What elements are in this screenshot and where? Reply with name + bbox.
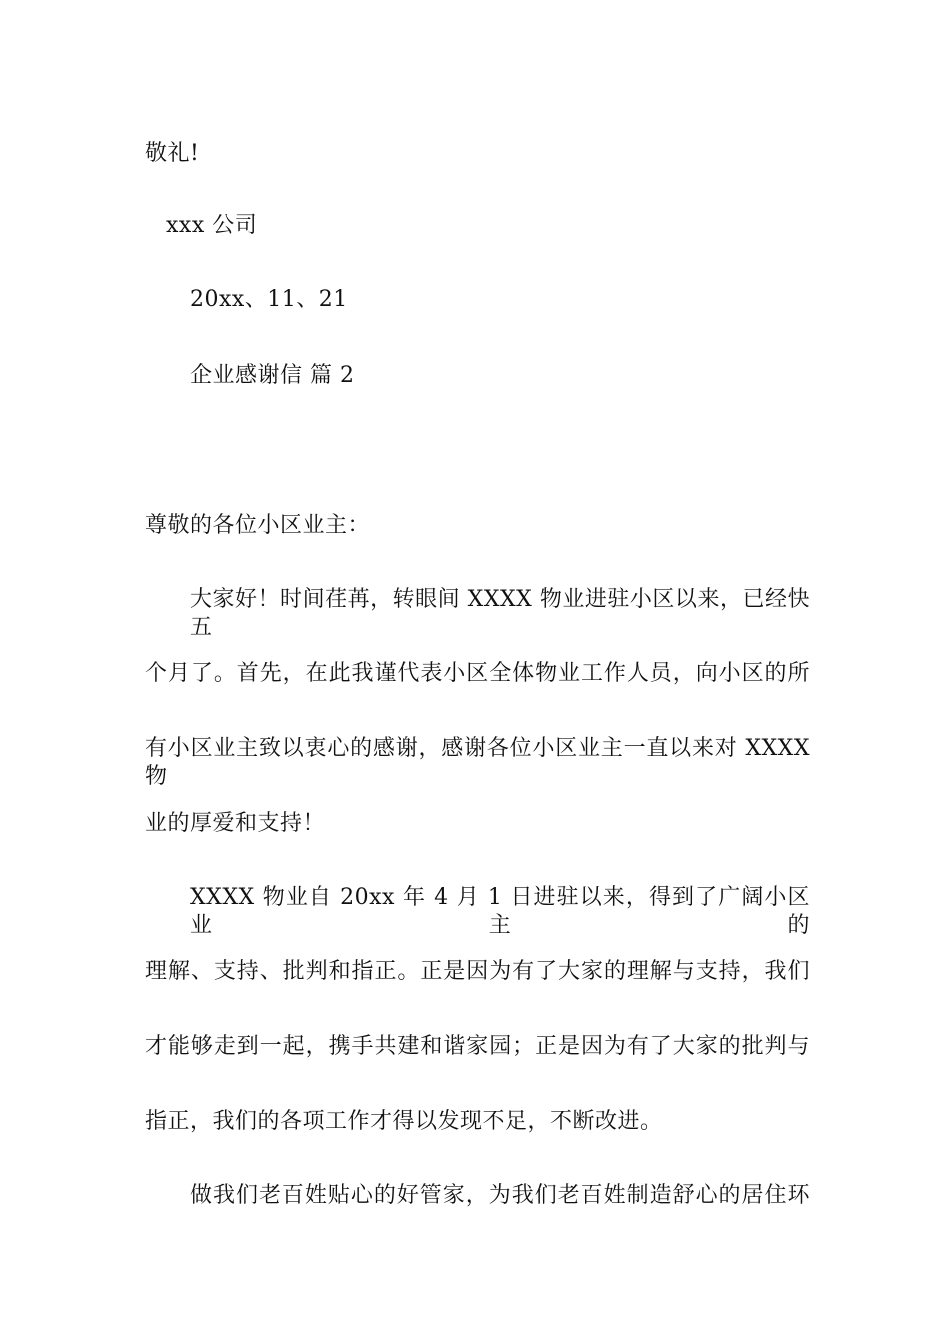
company-signature: xxx 公司: [166, 213, 258, 238]
paragraph2-line: XXXX 物业自 20xx 年 4 月 1 日进驻以来，得到了广阔小区业主的: [190, 885, 810, 938]
paragraph2-line: 才能够走到一起，携手共建和谐家园；正是因为有了大家的批判与: [145, 1034, 810, 1059]
paragraph2-line: 理解、支持、批判和指正。正是因为有了大家的理解与支持，我们: [145, 959, 810, 984]
letter-date: 20xx、11、21: [190, 287, 348, 312]
section-heading: 企业感谢信 篇 2: [190, 363, 355, 388]
paragraph1-line: 有小区业主致以衷心的感谢，感谢各位小区业主一直以来对 XXXX 物: [145, 736, 810, 789]
paragraph2-line: 指正，我们的各项工作才得以发现不足，不断改进。: [145, 1109, 663, 1134]
paragraph3-line: 做我们老百姓贴心的好管家，为我们老百姓制造舒心的居住环: [190, 1183, 810, 1208]
paragraph1-line: 大家好！时间荏苒，转眼间 XXXX 物业进驻小区以来，已经快五: [190, 587, 810, 640]
closing-text: 敬礼!: [145, 141, 200, 166]
paragraph1-line: 业的厚爱和支持！: [145, 811, 326, 836]
paragraph1-line: 个月了。首先，在此我谨代表小区全体物业工作人员，向小区的所: [145, 661, 810, 686]
salutation: 尊敬的各位小区业主：: [145, 513, 371, 538]
